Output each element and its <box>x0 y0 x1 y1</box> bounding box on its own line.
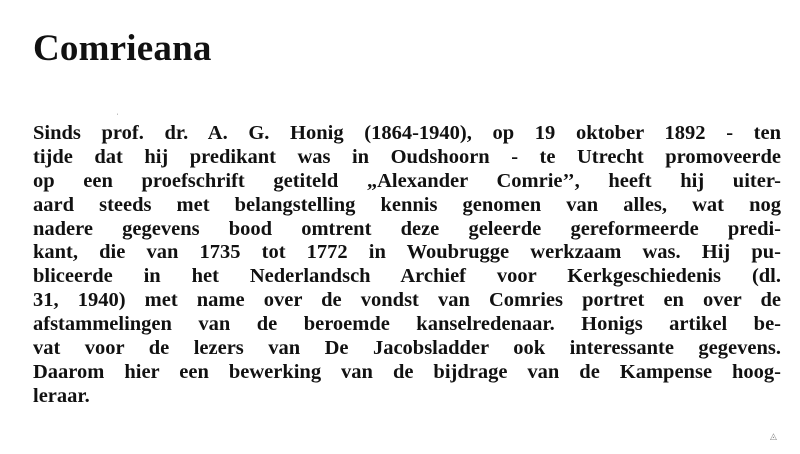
body-line: afstammelingen van de beroemde kanselredenaar. Honigs artikel be- <box>33 313 781 336</box>
body-line: 31, 1940) met name over de vondst van Comries portret en over de <box>33 289 781 312</box>
body-line-last: leraar. <box>33 384 90 407</box>
body-line: vat voor de lezers van De Jacobsladder ook interessante gegevens. <box>33 337 781 360</box>
body-line: op een proefschrift getiteld „Alexander Comrie’’, heeft hij uiter- <box>33 169 781 192</box>
body-line: aard steeds met belangstelling kennis genomen van alles, wat nog <box>33 193 781 216</box>
scan-speck-icon: ◬ <box>770 431 777 441</box>
scan-speck-icon: ˈ <box>116 112 119 122</box>
body-line: Daarom hier een bewerking van de bijdrage van de Kampense hoog- <box>33 360 781 383</box>
body-line: bliceerde in het Nederlandsch Archief voor Kerkgeschiedenis (dl. <box>33 265 781 288</box>
body-line: kant, die van 1735 tot 1772 in Woubrugge werkzaam was. Hij pu- <box>33 241 781 264</box>
article-body <box>33 122 781 409</box>
body-line: tijde dat hij predikant was in Oudshoorn - te Utrecht promoveerde <box>33 145 781 168</box>
body-line: Sinds prof. dr. A. G. Honig (1864-1940), op 19 oktober 1892 - ten <box>33 122 781 144</box>
article-title: Comrieana <box>33 28 212 69</box>
body-line: nadere gegevens bood omtrent deze geleerde gereformeerde predi- <box>33 217 781 240</box>
